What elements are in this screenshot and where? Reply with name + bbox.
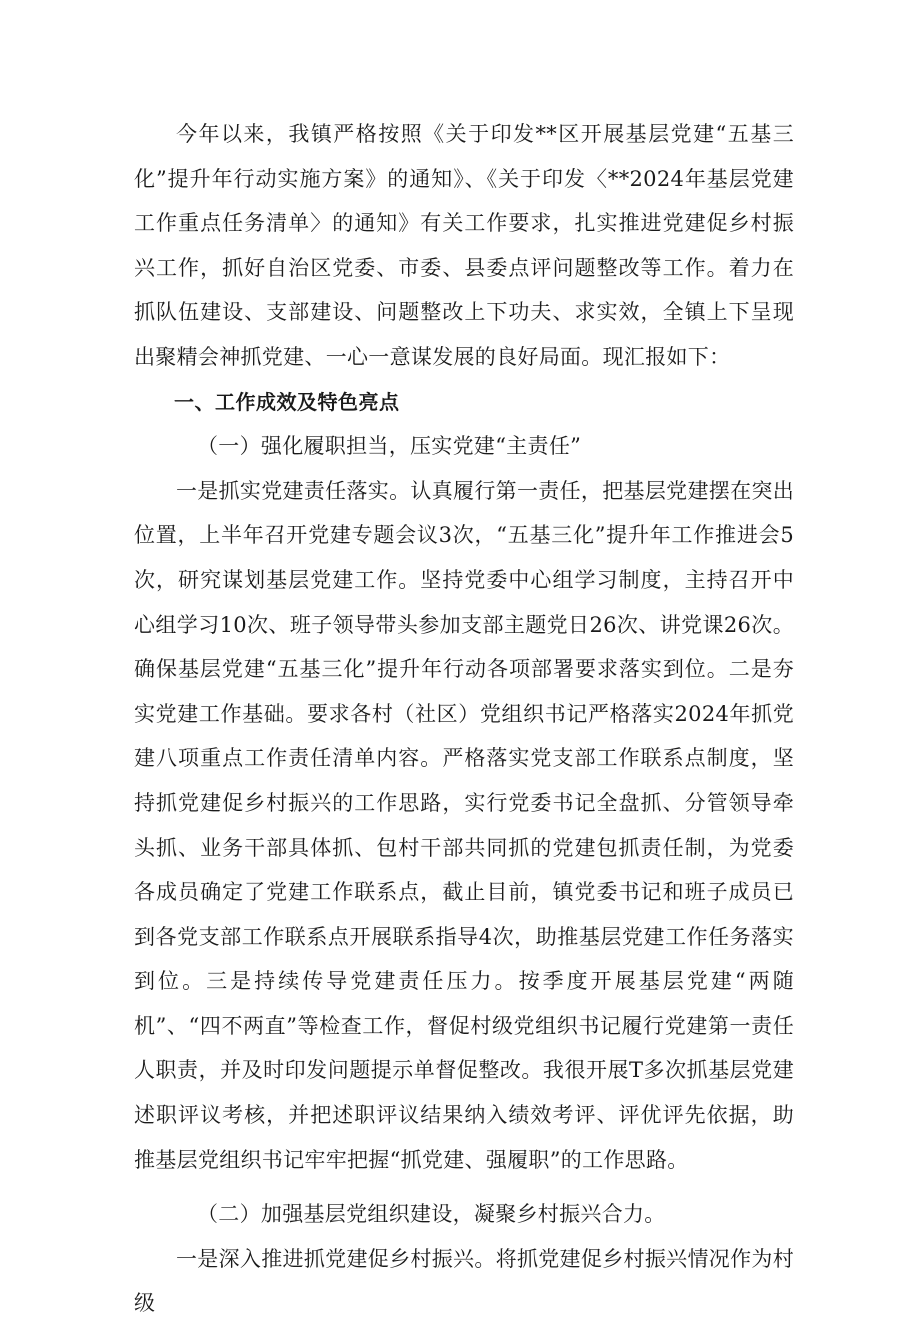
section-heading-1: 一、工作成效及特色亮点 — [174, 389, 400, 414]
document-body — [134, 112, 794, 1326]
subsection-2-paragraph: 一是深入推进抓党建促乡村振兴。将抓党建促乡村振兴情况作为村级 — [134, 1246, 794, 1316]
subsection-1-paragraph: 一是抓实党建责任落实。认真履行第一责任，把基层党建摆在突出位置，上半年召开党建专题会议3次，“五基三化”提升年工作推进会5次，研究谋划基层党建工作。坚持党委中心组学习制度，主持召开中心组学习10次、班子领导带头参加支部主题党日26次、讲党课26次。确保基层党建“五基三化”提升年行动各项部署要求落实到位。二是夯实党建工作基础。要求各村（社区）党组织书记严格落实2024年抓党建八项重点工作责任清单内容。严格落实党支部工作联系点制度，坚持抓党建促乡村振兴的工作思路，实行党委书记全盘抓、分管领导牵头抓、业务干部具体抓、包村干部共同抓的党建包抓责任制，为党委各成员确定了党建工作联系点，截止目前，镇党委书记和班子成员已到各党支部工作联系点开展联系指导4次，助推基层党建工作任务落实到位。三是持续传导党建责任压力。按季度开展基层党建“两随机”、“四不两直”等检查工作，督促村级党组织书记履行党建第一责任人职责，并及时印发问题提示单督促整改。我很开展T多次抓基层党建述职评议考核，并把述职评议结果纳入绩效考评、评优评先依据，助推基层党组织书记牢牢把握“抓党建、强履职”的工作思路。 — [134, 478, 794, 1172]
intro-paragraph: 今年以来，我镇严格按照《关于印发**区开展基层党建“五基三化”提升年行动实施方案》的通知》、《关于印发〈**2024年基层党建工作重点任务清单〉的通知》有关工作要求，扎实推进党建促乡村振兴工作，抓好自治区党委、市委、县委点评问题整改等工作。着力在抓队伍建设、支部建设、问题整改上下功夫、求实效，全镇上下呈现出聚精会神抓党建、一心一意谋发展的良好局面。现汇报如下： — [134, 122, 794, 369]
subsection-heading-2: （二）加强基层党组织建设，凝聚乡村振兴合力。 — [197, 1202, 666, 1227]
subsection-heading-1: （一）强化履职担当，压实党建“主责任” — [197, 434, 582, 459]
